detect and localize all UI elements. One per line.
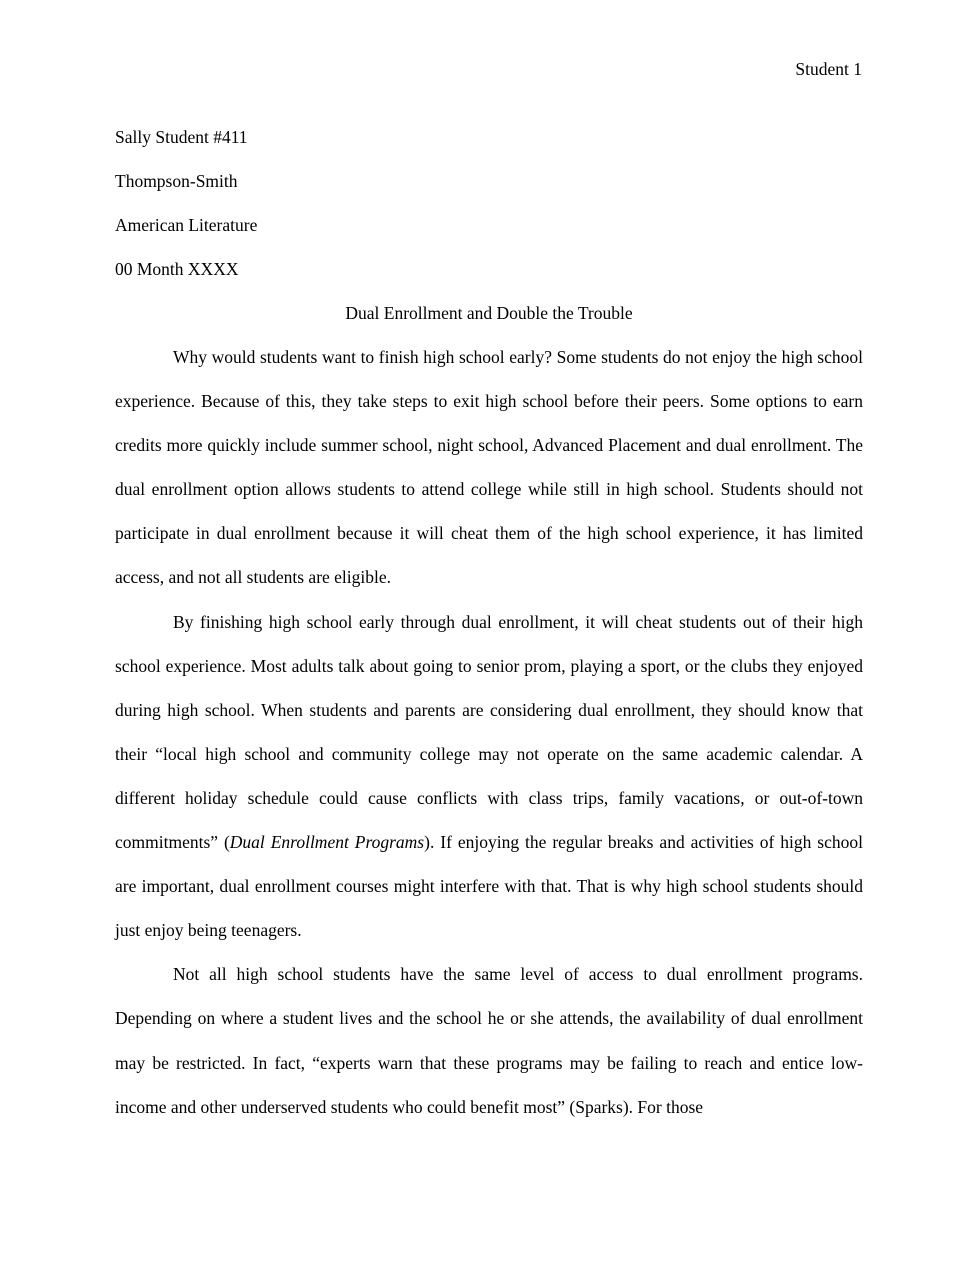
page-header: Student 1 [795, 59, 862, 79]
citation-title: Dual Enrollment Programs [229, 832, 425, 853]
teacher-name: Thompson-Smith [115, 171, 238, 191]
date: 00 Month XXXX [115, 259, 239, 279]
document-body [115, 115, 863, 1129]
paragraph-2 [115, 600, 863, 953]
student-name: Sally Student #411 [115, 127, 248, 147]
paragraph-2-text-after: ). If enjoying the regular breaks and activities of high school are important, dual enrollment courses might interfere with that. That is why high school students should just enjoy being teenagers. [115, 832, 863, 941]
paragraph-1: Why would students want to finish high school early? Some students do not enjoy the high school experience. Because of this, they take steps to exit high school before their peers. Some options to earn credits more quickly include summer school, night school, Advanced Placement and dual enrollment. The dual enrollment option allows students to attend college while still in high school. Students should not participate in dual enrollment because it will cheat them of the high school experience, it has limited access, and not all students are eligible. [115, 347, 863, 588]
paragraph-3: Not all high school students have the same level of access to dual enrollment programs. Depending on where a student lives and the school he or she attends, the availability of dual enrollment may be restricted. In fact, “experts warn that these programs may be failing to reach and entice low-income and other underserved students who could benefit most” (Sparks). For those [115, 964, 863, 1117]
essay-title: Dual Enrollment and Double the Trouble [345, 303, 633, 323]
paragraph-2-text-before: By finishing high school early through dual enrollment, it will cheat students out of their high school experience. Most adults talk about going to senior prom, playing a sport, or the clubs they enjoyed during high school. When students and parents are considering dual enrollment, they should know that their “local high school and community college may not operate on the same academic calendar. A different holiday schedule could cause conflicts with class trips, family vacations, or out-of-town commitments” ( [115, 611, 863, 853]
course-name: American Literature [115, 215, 258, 235]
